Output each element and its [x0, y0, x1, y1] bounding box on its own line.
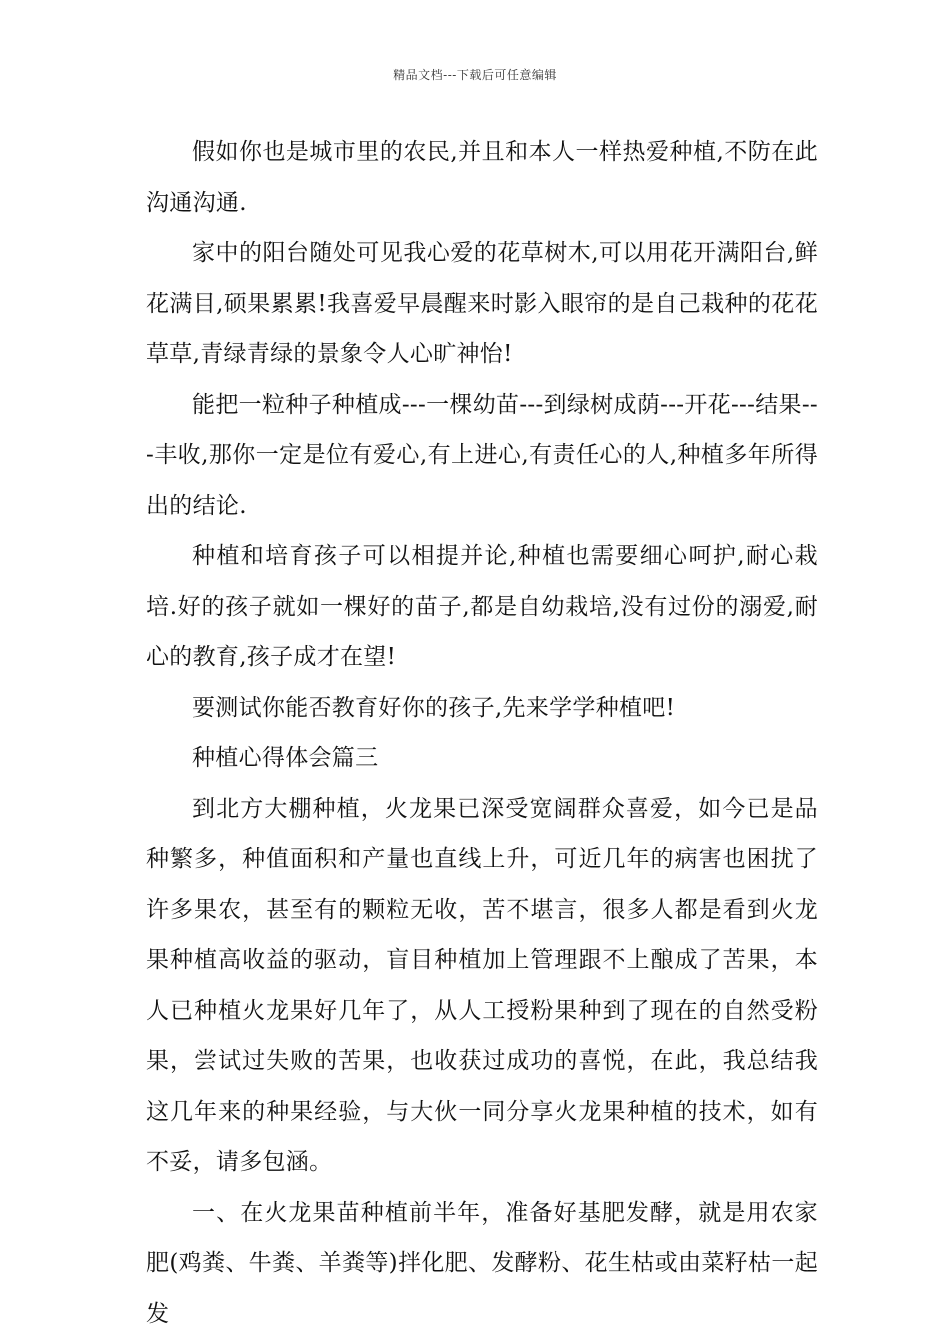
paragraph: 假如你也是城市里的农民,并且和本人一样热爱种植,不防在此沟通沟通.: [146, 139, 818, 216]
section-heading: 种植心得体会篇三: [192, 745, 379, 771]
page-header: 精品文档---下载后可任意编辑: [393, 68, 557, 82]
paragraph: 家中的阳台随处可见我心爱的花草树木,可以用花开满阳台,鲜花满目,硕果累累!我喜爱早晨醒来时影入眼帘的是自己栽种的花花草草,青绿青绿的景象令人心旷神怡!: [146, 240, 818, 367]
paragraph: 要测试你能否教育好你的孩子,先来学学种植吧!: [192, 694, 676, 721]
document-body: [146, 127, 818, 1339]
paragraph: 一、在火龙果苗种植前半年，准备好基肥发酵，就是用农家肥(鸡粪、牛粪、羊粪等)拌化肥、发酵粉、花生枯或由菜籽枯一起发: [146, 1199, 818, 1327]
paragraph: 到北方大棚种植，火龙果已深受宽阔群众喜爱，如今已是品种繁多，种值面积和产量也直线上升，可近几年的病害也困扰了许多果农，甚至有的颗粒无收，苦不堪言，很多人都是看到火龙果种植高收益的驱动，盲目种植加上管理跟不上酿成了苦果，本人已种植火龙果好几年了，从人工授粉果种到了现在的自然受粉果，尝试过失败的苦果，也收获过成功的喜悦，在此，我总结我这几年来的种果经验，与大伙一同分享火龙果种植的技术，如有不妥，请多包涵。: [146, 795, 818, 1175]
paragraph: 能把一粒种子种植成---一棵幼苗---到绿树成荫---开花---结果---丰收,那你一定是位有爱心,有上进心,有责任心的人,种植多年所得出的结论.: [146, 391, 818, 519]
paragraph: 种植和培育孩子可以相提并论,种植也需要细心呵护,耐心栽培.好的孩子就如一棵好的苗子,都是自幼栽培,没有过份的溺爱,耐心的教育,孩子成才在望!: [146, 543, 818, 670]
